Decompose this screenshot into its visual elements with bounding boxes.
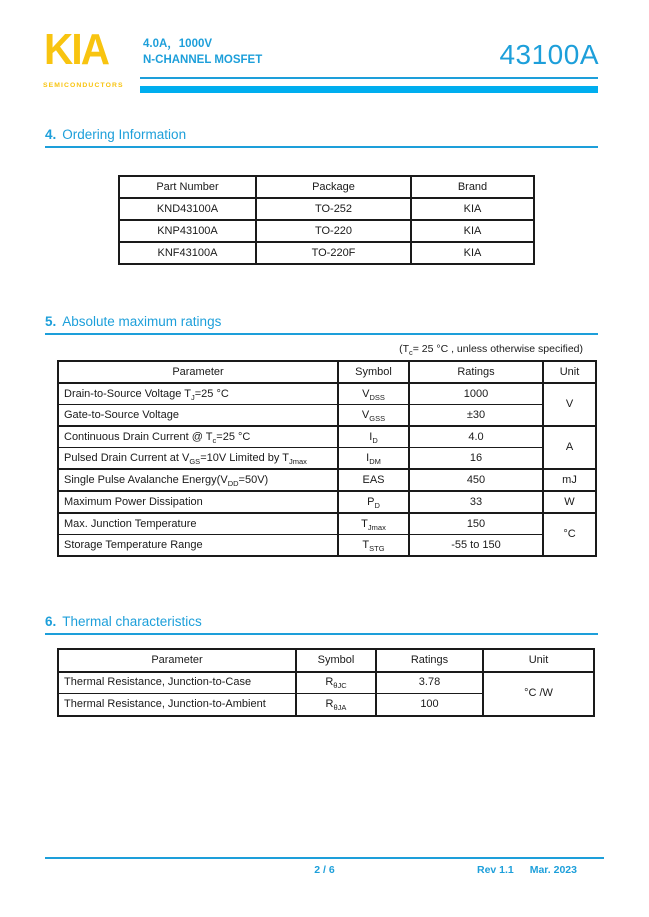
brand-cell: KIA	[411, 242, 534, 264]
symbol-cell: $T_{Jmax}$	[338, 513, 409, 535]
brand-logo-subtext: SEMICONDUCTORS	[43, 82, 124, 89]
header-cell: Unit	[543, 361, 596, 383]
table-row	[58, 469, 596, 491]
section-heading-thermal	[45, 614, 598, 635]
table-row	[58, 513, 596, 535]
rating-cell: 33	[409, 491, 543, 513]
symbol-cell: $V_{GSS}$	[338, 405, 409, 427]
brand-cell: KIA	[411, 198, 534, 220]
rating-cell: 4.0	[409, 426, 543, 448]
section-title: Absolute maximum ratings	[62, 314, 222, 329]
page-number: 2 / 6	[314, 864, 335, 876]
absolute-max-ratings-table	[57, 360, 597, 557]
section-number: 5.	[45, 314, 57, 329]
parameter-cell: Thermal Resistance, Junction-to-Case	[58, 672, 296, 694]
section-title: Thermal characteristics	[62, 614, 202, 629]
table-row	[58, 535, 596, 557]
table-row	[119, 220, 534, 242]
table-row	[58, 426, 596, 448]
symbol-cell: EAS	[338, 469, 409, 491]
table-row	[119, 198, 534, 220]
symbol-cell: $V_{DSS}$	[338, 383, 409, 405]
rating-cell: 450	[409, 469, 543, 491]
unit-cell: V	[543, 383, 596, 426]
symbol-cell: $I_{DM}$	[338, 448, 409, 470]
brand-cell: KIA	[411, 220, 534, 242]
conditions-note: ($T_c= 25$ °C , unless otherwise specified)	[399, 343, 583, 358]
header-cell: Brand	[411, 176, 534, 198]
parameter-cell: Storage Temperature Range	[58, 535, 338, 557]
table-header-row	[58, 649, 594, 672]
section-title: Ordering Information	[62, 127, 187, 142]
product-spec-line2: N-CHANNEL MOSFET	[143, 54, 263, 66]
rating-cell: -55 to 150	[409, 535, 543, 557]
package-cell: TO-220	[256, 220, 411, 242]
unit-cell: °C /W	[483, 672, 594, 716]
symbol-cell: $T_{STG}$	[338, 535, 409, 557]
header-cell: Ratings	[376, 649, 483, 672]
table-header-row	[58, 361, 596, 383]
parameter-cell: Drain-to-Source Voltage $T_J=25$ °C	[58, 383, 338, 405]
parameter-cell: Max. Junction Temperature	[58, 513, 338, 535]
header-rule-thin	[140, 77, 598, 79]
package-cell: TO-220F	[256, 242, 411, 264]
header-cell: Part Number	[119, 176, 256, 198]
header-cell: Symbol	[338, 361, 409, 383]
footer-rule	[45, 857, 604, 859]
revision-info	[477, 864, 577, 876]
table-row	[58, 405, 596, 427]
section-heading-abs-max	[45, 314, 598, 335]
table-header-row	[119, 176, 534, 198]
product-spec-line1: 4.0A，1000V	[143, 38, 213, 50]
unit-cell: mJ	[543, 469, 596, 491]
parameter-cell: Maximum Power Dissipation	[58, 491, 338, 513]
rating-cell: 1000	[409, 383, 543, 405]
unit-cell: W	[543, 491, 596, 513]
section-number: 4.	[45, 127, 57, 142]
parameter-cell: Single Pulse Avalanche $Energy(V_{DD}=50V)$	[58, 469, 338, 491]
symbol-cell: $R_{\theta JC}$	[296, 672, 376, 694]
table-row	[58, 491, 596, 513]
table-row	[119, 242, 534, 264]
product-spec	[143, 36, 262, 68]
parameter-cell: Thermal Resistance, Junction-to-Ambient	[58, 694, 296, 716]
part-number-cell: KND43100A	[119, 198, 256, 220]
rating-cell: 100	[376, 694, 483, 716]
brand-logo: KIA	[44, 25, 109, 74]
header-cell: Ratings	[409, 361, 543, 383]
section-heading-ordering	[45, 127, 598, 148]
header-cell: Parameter	[58, 361, 338, 383]
header-cell: Symbol	[296, 649, 376, 672]
unit-cell: °C	[543, 513, 596, 556]
parameter-cell: Gate-to-Source Voltage	[58, 405, 338, 427]
symbol-cell: $P_D$	[338, 491, 409, 513]
revision-date: Mar. 2023	[529, 864, 577, 876]
unit-cell: A	[543, 426, 596, 469]
table-row	[58, 383, 596, 405]
rating-cell: 150	[409, 513, 543, 535]
rating-cell: 16	[409, 448, 543, 470]
parameter-cell: Pulsed Drain Current at $V_{GS}=10V$ Limited by $T_{Jmax}$	[58, 448, 338, 470]
header-rule-thick	[140, 86, 598, 93]
part-number-title: 43100A	[499, 39, 599, 70]
table-row	[58, 672, 594, 694]
package-cell: TO-252	[256, 198, 411, 220]
part-number-cell: KNF43100A	[119, 242, 256, 264]
rating-cell: ±30	[409, 405, 543, 427]
symbol-cell: $R_{\theta JA}$	[296, 694, 376, 716]
parameter-cell: Continuous Drain Current @ $T_c=25$ °C	[58, 426, 338, 448]
thermal-characteristics-table	[57, 648, 595, 717]
table-row	[58, 448, 596, 470]
part-number-cell: KNP43100A	[119, 220, 256, 242]
symbol-cell: $I_D$	[338, 426, 409, 448]
rating-cell: 3.78	[376, 672, 483, 694]
revision-label: Rev 1.1	[477, 864, 514, 876]
header-cell: Unit	[483, 649, 594, 672]
header-cell: Parameter	[58, 649, 296, 672]
header-cell: Package	[256, 176, 411, 198]
ordering-table	[118, 175, 535, 265]
section-number: 6.	[45, 614, 57, 629]
